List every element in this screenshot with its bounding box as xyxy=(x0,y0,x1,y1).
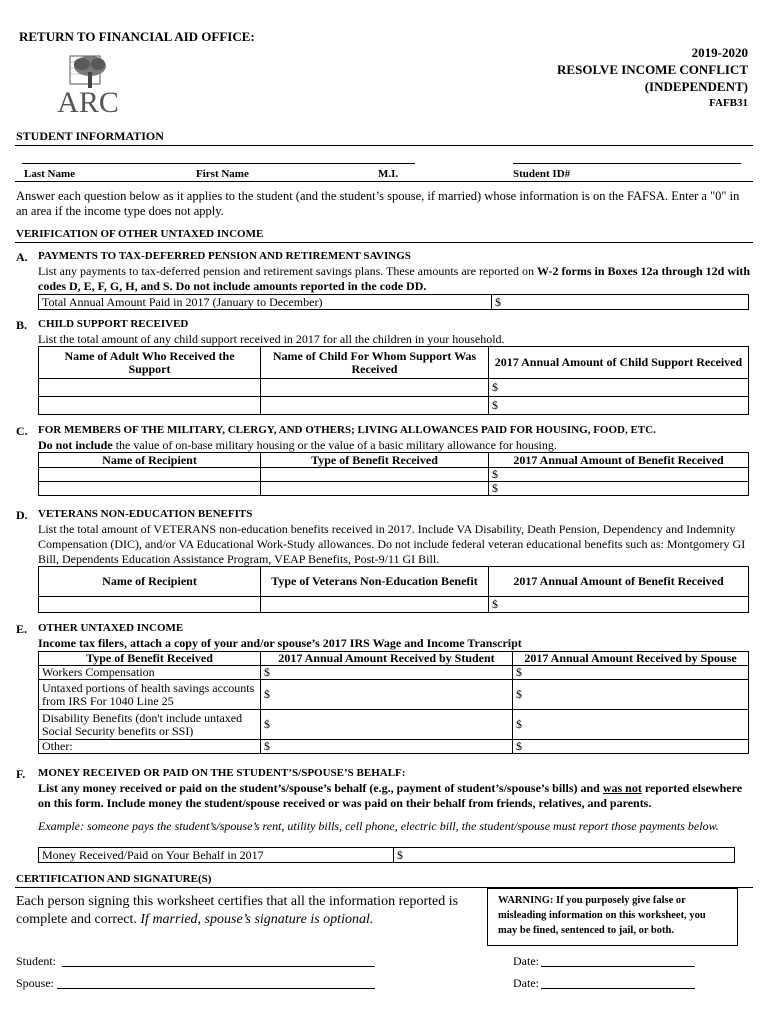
section-b-adult-field[interactable] xyxy=(39,397,261,415)
section-f-text: List any money received or paid on the student’s/spouse’s behalf (e.g., payment of student’s/spouse’s bills) and was not reported elsewhere on this form. Include money the student/spouse received or was paid on their behalf from friends, relatives, and parents. xyxy=(38,781,743,810)
section-e-type-label: Other: xyxy=(39,740,261,754)
section-d-header-recipient: Name of Recipient xyxy=(39,567,261,597)
arc-logo xyxy=(52,52,132,118)
section-e-title: OTHER UNTAXED INCOME xyxy=(38,622,184,634)
section-c-letter: C. xyxy=(16,424,28,438)
section-c-header-recipient: Name of Recipient xyxy=(39,453,261,468)
section-e-student-field[interactable]: $ xyxy=(261,740,513,754)
section-e-spouse-field[interactable]: $ xyxy=(513,666,749,680)
section-f-letter: F. xyxy=(16,767,26,781)
section-c-type-field[interactable] xyxy=(261,482,489,496)
section-e-letter: E. xyxy=(16,622,28,636)
table-row xyxy=(39,740,749,754)
section-c-recipient-field[interactable] xyxy=(39,482,261,496)
student-signature-line[interactable] xyxy=(62,966,375,967)
section-a-title: PAYMENTS TO TAX-DEFERRED PENSION AND RETIREMENT SAVINGS xyxy=(38,250,411,262)
section-e-student-field[interactable]: $ xyxy=(261,680,513,710)
section-e-spouse-field[interactable]: $ xyxy=(513,740,749,754)
section-a-text: List any payments to tax-deferred pension and retirement savings plans. These amounts are reported on W-2 forms in Boxes 12a through 12d with codes D, E, F, G, H, and S. Do not include amounts reported in the code DD. xyxy=(38,264,750,293)
section-b-header-child: Name of Child For Whom Support Was Received xyxy=(261,347,489,379)
section-b-letter: B. xyxy=(16,318,28,332)
warning-box: WARNING: If you purposely give false or misleading information on this worksheet, you may be fined, sentenced to jail, or both. xyxy=(487,888,738,946)
section-d-table xyxy=(38,566,749,613)
section-b-table xyxy=(38,346,749,415)
table-row xyxy=(39,710,749,740)
section-e-subtext: Income tax filers, attach a copy of your and/or spouse’s 2017 IRS Wage and Income Transcript xyxy=(38,636,522,650)
section-d-header-type: Type of Veterans Non-Education Benefit xyxy=(261,567,489,597)
section-c-header-amount: 2017 Annual Amount of Benefit Received xyxy=(489,453,749,468)
section-e-type-label: Workers Compensation xyxy=(39,666,261,680)
verification-heading: VERIFICATION OF OTHER UNTAXED INCOME xyxy=(16,228,264,240)
section-b-amount-field[interactable]: $ xyxy=(489,379,749,397)
table-row xyxy=(39,482,749,496)
section-f-row-label: Money Received/Paid on Your Behalf in 2017 xyxy=(39,848,394,863)
table-row xyxy=(39,680,749,710)
section-b-text: List the total amount of any child support received in 2017 for all the children in your household. xyxy=(38,332,505,346)
section-a-table xyxy=(38,294,749,310)
table-row xyxy=(39,379,749,397)
section-e-header-spouse: 2017 Annual Amount Received by Spouse xyxy=(513,652,749,666)
section-c-amount-field[interactable]: $ xyxy=(489,482,749,496)
form-title-block xyxy=(557,44,748,112)
section-d-letter: D. xyxy=(16,508,28,522)
section-d-text: List the total amount of VETERANS non-education benefits received in 2017. Include VA Disability, Death Pension, Dependency and Indemnity Compensation (DIC), and/or VA Educational Work-Study allowances. Do not include federal veteran educational benefits such as: Montgomery GI Bill, Dependents Education Assistance Program, VEAP Benefits, Post-9/11 GI Bill. xyxy=(38,522,746,566)
section-e-type-label: Untaxed portions of health savings accounts from IRS For 1040 Line 25 xyxy=(39,680,261,710)
spouse-signature-line[interactable] xyxy=(57,988,375,989)
section-a-letter: A. xyxy=(16,250,28,264)
instructions: Answer each question below as it applies to the student (and the student’s spouse, if married) whose information is on the FAFSA. Enter a "0" in an area if the income type does not apply. xyxy=(16,189,740,218)
form-code: FAFB31 xyxy=(709,97,748,109)
spouse-date-line[interactable] xyxy=(541,988,695,989)
last-name-label: Last Name xyxy=(24,168,76,180)
tree-logo-icon xyxy=(52,52,132,118)
section-a-amount-field[interactable]: $ xyxy=(492,295,749,310)
section-e-table xyxy=(38,651,749,754)
logo-text: ARC xyxy=(57,86,119,118)
name-line[interactable] xyxy=(22,163,415,164)
section-e-header-student: 2017 Annual Amount Received by Student xyxy=(261,652,513,666)
section-a-row-label: Total Annual Amount Paid in 2017 (January to December) xyxy=(39,295,492,310)
section-f-title: MONEY RECEIVED OR PAID ON THE STUDENT’S/SPOUSE’S BEHALF: xyxy=(38,767,406,779)
section-f-amount-field[interactable]: $ xyxy=(394,848,735,863)
section-c-title: FOR MEMBERS OF THE MILITARY, CLERGY, AND OTHERS; LIVING ALLOWANCES PAID FOR HOUSING, FOOD, ETC. xyxy=(38,424,656,436)
section-c-type-field[interactable] xyxy=(261,468,489,482)
student-signature-label: Student: xyxy=(16,954,57,968)
section-d-amount-field[interactable]: $ xyxy=(489,597,749,613)
section-b-header-amount: 2017 Annual Amount of Child Support Received xyxy=(489,347,749,379)
student-date-line[interactable] xyxy=(541,966,695,967)
student-id-line[interactable] xyxy=(513,163,741,164)
form-subtitle: (INDEPENDENT) xyxy=(644,79,748,94)
return-to-label: RETURN TO FINANCIAL AID OFFICE: xyxy=(19,29,255,44)
spouse-signature-label: Spouse: xyxy=(16,976,55,990)
certification-text: Each person signing this worksheet certifies that all the information reported is complete and correct. If married, spouse’s signature is optional. xyxy=(16,894,459,927)
section-c-amount-field[interactable]: $ xyxy=(489,468,749,482)
certification-heading: CERTIFICATION AND SIGNATURE(S) xyxy=(16,873,212,885)
student-date-label: Date: xyxy=(513,954,539,968)
mi-label: M.I. xyxy=(378,168,399,180)
table-row xyxy=(39,468,749,482)
section-e-header-type: Type of Benefit Received xyxy=(39,652,261,666)
section-e-student-field[interactable]: $ xyxy=(261,710,513,740)
student-id-label: Student ID# xyxy=(513,168,571,180)
section-b-child-field[interactable] xyxy=(261,379,489,397)
section-e-student-field[interactable]: $ xyxy=(261,666,513,680)
section-b-header-adult: Name of Adult Who Received the Support xyxy=(39,347,261,379)
section-b-child-field[interactable] xyxy=(261,397,489,415)
spouse-date-label: Date: xyxy=(513,976,539,990)
section-d-type-field[interactable] xyxy=(261,597,489,613)
section-c-text: Do not include the value of on-base military housing or the value of a basic military allowance for housing. xyxy=(38,438,557,452)
section-b-amount-field[interactable]: $ xyxy=(489,397,749,415)
table-row xyxy=(39,397,749,415)
section-d-recipient-field[interactable] xyxy=(39,597,261,613)
section-f-example: Example: someone pays the student’s/spouse’s rent, utility bills, cell phone, electric bill, the student/spouse must report those payments below. xyxy=(38,819,719,833)
section-c-header-type: Type of Benefit Received xyxy=(261,453,489,468)
section-d-title: VETERANS NON-EDUCATION BENEFITS xyxy=(38,508,253,520)
first-name-label: First Name xyxy=(196,168,249,180)
section-d-header-amount: 2017 Annual Amount of Benefit Received xyxy=(489,567,749,597)
section-e-type-label: Disability Benefits (don't include untaxed Social Security benefits or SSI) xyxy=(39,710,261,740)
section-e-spouse-field[interactable]: $ xyxy=(513,710,749,740)
section-f-table xyxy=(38,847,735,863)
student-info-heading: STUDENT INFORMATION xyxy=(16,129,164,143)
section-b-adult-field[interactable] xyxy=(39,379,261,397)
section-c-recipient-field[interactable] xyxy=(39,468,261,482)
table-row xyxy=(39,666,749,680)
section-b-title: CHILD SUPPORT RECEIVED xyxy=(38,318,189,330)
section-e-spouse-field[interactable]: $ xyxy=(513,680,749,710)
section-c-table xyxy=(38,452,749,496)
form-title: RESOLVE INCOME CONFLICT xyxy=(557,62,748,77)
table-row xyxy=(39,597,749,613)
form-year: 2019-2020 xyxy=(691,45,748,60)
